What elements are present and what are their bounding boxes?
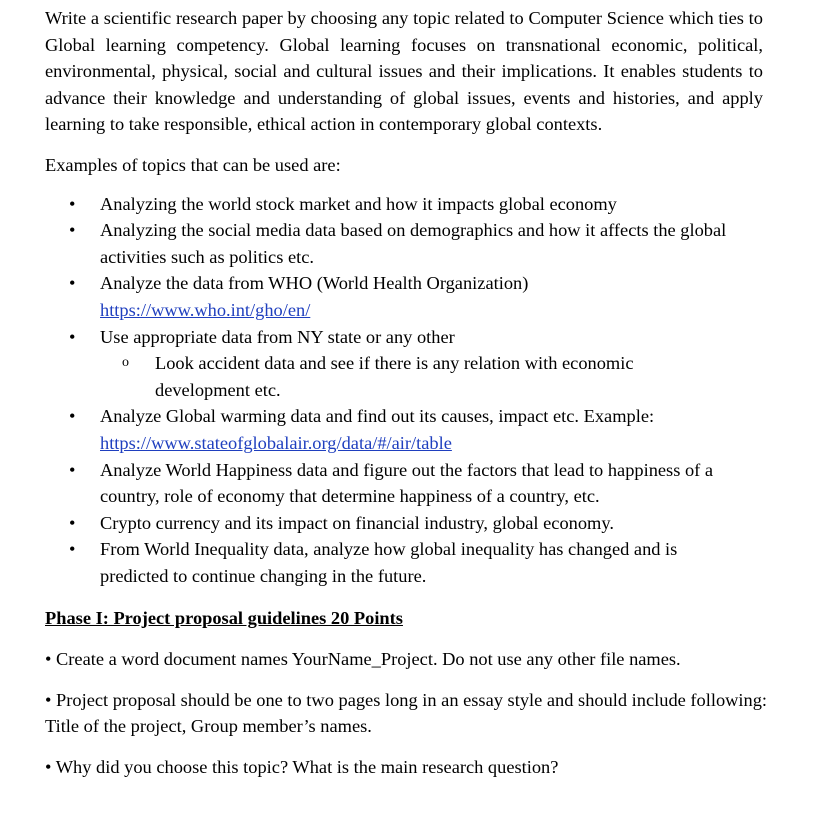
guideline-item: • Project proposal should be one to two pages long in an essay style and should include following: Title of the project, Group member’s names. — [45, 689, 768, 737]
examples-label: Examples of topics that can be used are: — [45, 154, 341, 175]
bullet-icon: • — [69, 406, 76, 427]
bullet-icon: • — [69, 512, 76, 533]
list-item — [45, 191, 750, 218]
who-link[interactable]: https://www.who.int/gho/en/ — [100, 299, 311, 320]
topic-text: From World Inequality data, analyze how global inequality has changed and is predicted to continue changing in the future. — [100, 539, 678, 586]
phase-heading: Phase I: Project proposal guidelines 20 Points — [45, 608, 403, 629]
list-item — [45, 403, 750, 456]
topic-text: Analyze the data from WHO (World Health Organization) — [100, 273, 529, 294]
sub-list — [100, 350, 750, 403]
guideline-item: • Why did you choose this topic? What is the main research question? — [45, 756, 559, 777]
list-item — [45, 217, 750, 270]
list-item — [45, 510, 750, 537]
bullet-icon: • — [69, 193, 76, 214]
circle-bullet-icon: o — [122, 355, 129, 371]
topic-text: Analyze Global warming data and find out its causes, impact etc. Example: — [100, 406, 655, 427]
bullet-icon: • — [69, 459, 76, 480]
sub-list-item — [100, 350, 705, 403]
bullet-icon: • — [69, 273, 76, 294]
intro-paragraph: Write a scientific research paper by choosing any topic related to Computer Science which ties to Global learning competency. Global learning focuses on transnational economic, political, environmental, physical, social and cultural issues and their implications. It enables students to advance their knowledge and understanding of global issues, events and histories, and apply learning to take responsible, ethical action in contemporary global contexts. — [45, 8, 763, 135]
sub-topic-text: Look accident data and see if there is any relation with economic development etc. — [155, 353, 634, 400]
bullet-icon: • — [69, 220, 76, 241]
list-item — [45, 536, 750, 589]
list-item — [45, 457, 750, 510]
bullet-icon: • — [69, 539, 76, 560]
list-item — [45, 270, 750, 323]
topic-text: Use appropriate data from NY state or any other — [100, 326, 455, 347]
topic-text: Analyzing the world stock market and how it impacts global economy — [100, 193, 617, 214]
topic-text: Analyzing the social media data based on demographics and how it affects the global activities such as politics etc. — [100, 220, 727, 267]
global-air-link[interactable]: https://www.stateofglobalair.org/data/#/air/table — [100, 432, 452, 453]
bullet-icon: • — [69, 326, 76, 347]
guideline-item: • Create a word document names YourName_Project. Do not use any other file names. — [45, 649, 681, 670]
topics-list — [45, 191, 834, 590]
list-item — [45, 324, 750, 404]
topic-text: Analyze World Happiness data and figure out the factors that lead to happiness of a country, role of economy that determine happiness of a country, etc. — [100, 459, 714, 507]
topic-text: Crypto currency and its impact on financial industry, global economy. — [100, 512, 614, 533]
